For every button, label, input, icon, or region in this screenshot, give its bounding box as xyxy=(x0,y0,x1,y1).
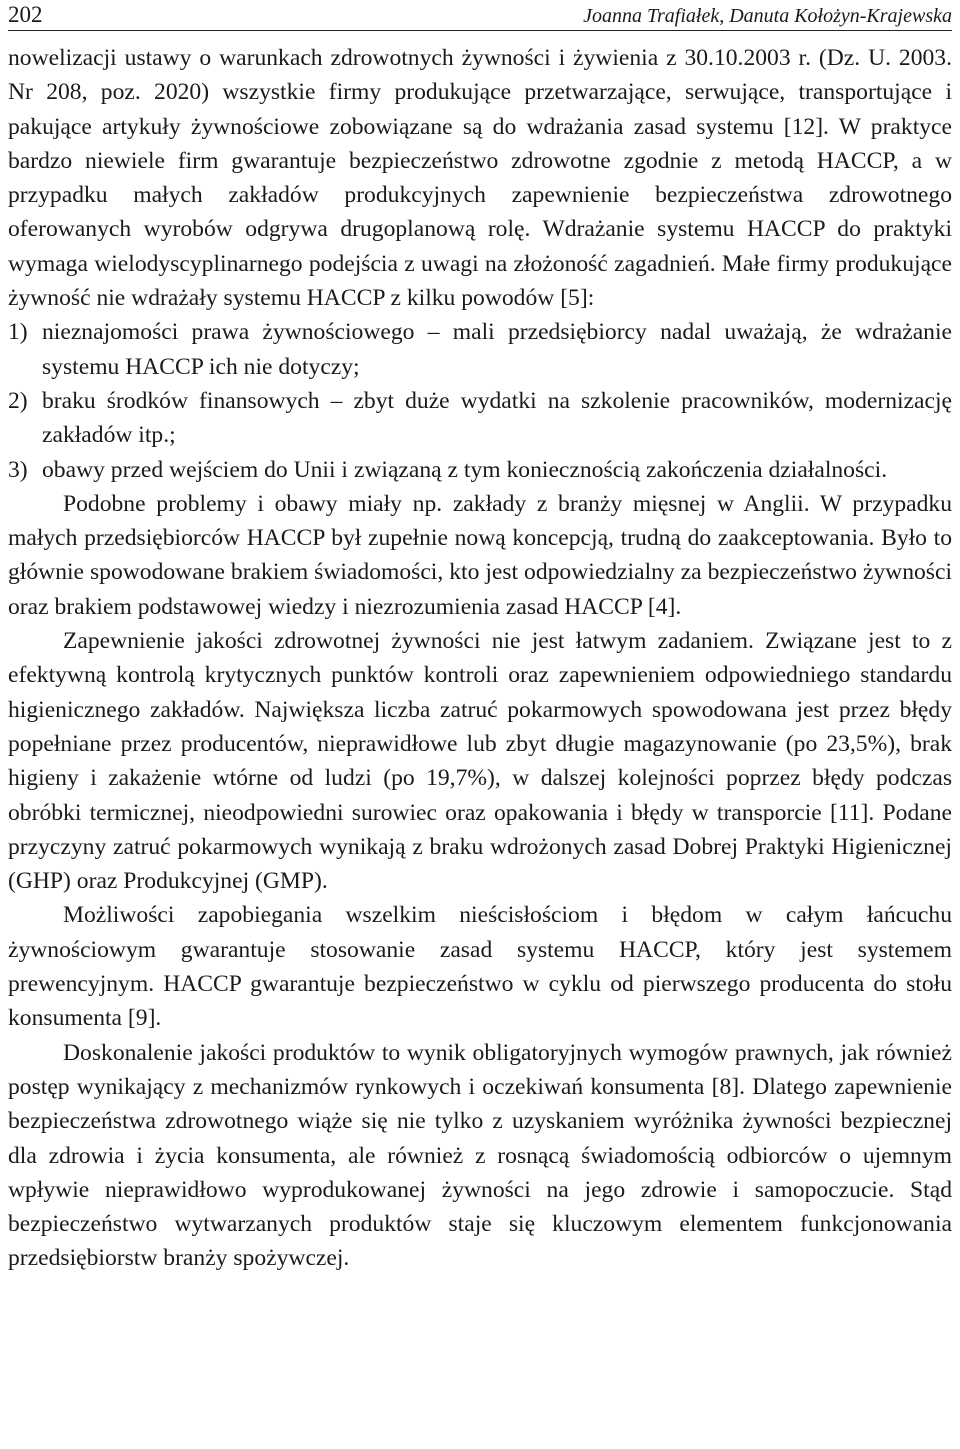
page-number: 202 xyxy=(8,2,43,27)
list-item-text: braku środków finansowych – zbyt duże wydatki na szkolenie pracowników, modernizację zakładów itp.; xyxy=(42,387,952,449)
paragraph: Doskonalenie jakości produktów to wynik obligatoryjnych wymogów prawnych, jak również postęp wynikający z mechanizmów rynkowych i oczekiwań konsumenta [8]. Dlatego zapewnienie bezpieczeństwa zdrowotnego wiąże się nie tylko z uzyskaniem wyróżnika żywności bezpiecznej dla zdrowia i życia konsumenta, ale również z rosnącą świadomością odbiorców o ujemnym wpływie nieprawidłowo wyprodukowanej żywności na jego zdrowie i samopoczucie. Stąd bezpieczeństwo wytwarzanych produktów staje się kluczowym elementem funkcjonowania przedsiębiorstw branży spożywczej. xyxy=(8,1039,952,1272)
paragraph: Podobne problemy i obawy miały np. zakłady z branży mięsnej w Anglii. W przypadku małych przedsiębiorców HACCP był zupełnie nową koncepcją, trudną do zaakceptowania. Było to głównie spowodowane brakiem świadomości, kto jest odpowiedzialny za bezpieczeństwo żywności oraz brakiem podstawowej wiedzy i niezrozumienia zasad HACCP [4]. xyxy=(8,490,952,620)
body-text xyxy=(8,41,952,1276)
running-header xyxy=(8,0,952,31)
list-item-number: 1) xyxy=(8,319,28,346)
list-item-text: obawy przed wejściem do Unii i związaną z tym koniecznością zakończenia działalności. xyxy=(42,456,888,483)
list-item-text: nieznajomości prawa żywnościowego – mali przedsiębiorcy nadal uważają, że wdrażanie systemu HACCP ich nie dotyczy; xyxy=(42,319,952,380)
paragraph: Możliwości zapobiegania wszelkim nieścisłościom i błędom w całym łańcuchu żywnościowym gwarantuje stosowanie zasad systemu HACCP, który jest systemem prewencyjnym. HACCP gwarantuje bezpieczeństwo w cyklu od pierwszego producenta do stołu konsumenta [9]. xyxy=(8,902,952,1032)
list-item xyxy=(8,315,952,384)
reasons-list xyxy=(8,315,952,486)
paragraph: nowelizacji ustawy o warunkach zdrowotnych żywności i żywienia z 30.10.2003 r. (Dz. U. 2003. Nr 208, poz. 2020) wszystkie firmy produkujące przetwarzające, serwujące, transportujące i pakujące artykuły żywnościowe zobowiązane są do wdrażania zasad systemu [12]. W praktyce bardzo niewiele firm gwarantuje bezpieczeństwo zdrowotne zgodnie z metodą HACCP, a w przypadku małych zakładów produkcyjnych zapewnienie bezpieczeństwa zdrowotnego oferowanych wyrobów odgrywa drugoplanową rolę. Wdrażanie systemu HACCP do praktyki wymaga wielodyscyplinarnego podejścia z uwagi na złożoność zagadnień. Małe firmy produkujące żywność nie wdrażały systemu HACCP z kilku powodów [5]: xyxy=(8,45,952,312)
list-item xyxy=(8,384,952,453)
list-item xyxy=(8,453,952,487)
running-author: Joanna Trafiałek, Danuta Kołożyn-Krajewska xyxy=(583,5,952,27)
paragraph: Zapewnienie jakości zdrowotnej żywności nie jest łatwym zadaniem. Związane jest to z efektywną kontrolą krytycznych punktów kontroli oraz zapewnieniem odpowiedniego standardu higienicznego zakładów. Największa liczba zatruć pokarmowych spowodowana jest przez błędy popełniane przez producentów, nieprawidłowe lub zbyt długie magazynowanie (po 23,5%), brak higieny i zakażenie wtórne od ludzi (po 19,7%), w dalszej kolejności poprzez błędy podczas obróbki termicznej, nieodpowiedni surowiec oraz opakowania i błędy w transporcie [11]. Podane przyczyny zatruć pokarmowych wynikają z braku wdrożonych zasad Dobrej Praktyki Higienicznej (GHP) oraz Produkcyjnej (GMP). xyxy=(8,628,952,895)
list-item-number: 3) xyxy=(8,456,28,483)
list-item-number: 2) xyxy=(8,387,28,414)
